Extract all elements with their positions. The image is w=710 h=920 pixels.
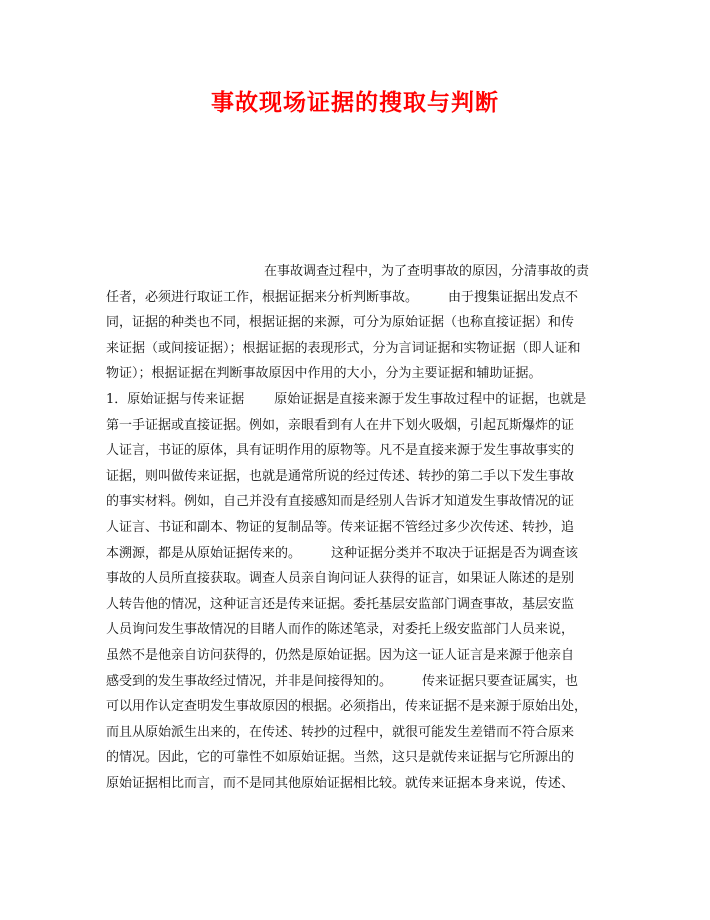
- text-line-8: 人证言，书证的原体，具有证明作用的原物等。凡不是直接来源于发生事故事实的: [106, 443, 575, 459]
- text-line-6: 1．原始证据与传来证据 原始证据是直接来源于发生事故过程中的证据，也就是: [106, 391, 587, 407]
- text-line-4: 来证据（或间接证据）；根据证据的表现形式，分为言词证据和实物证据（即人证和: [106, 340, 581, 356]
- text-line-7: 第一手证据或直接证据。例如，亲眼看到有人在井下划火吸烟，引起瓦斯爆炸的证: [106, 417, 575, 433]
- text-line-12: 本溯源，都是从原始证据传来的。 这种证据分类并不取决于证据是否为调查该: [106, 545, 579, 561]
- text-line-20: 的情况。因此，它的可靠性不如原始证据。当然，这只是就传来证据与它所源出的: [106, 750, 575, 766]
- text-line-16: 虽然不是他亲自访问获得的，仍然是原始证据。因为这一证人证言是来源于他亲自: [106, 647, 575, 663]
- document-body: [106, 259, 612, 796]
- text-line-13: 事故的人员所直接获取。调查人员亲自询问证人获得的证言，如果证人陈述的是别: [106, 571, 575, 587]
- document-title: 事故现场证据的搜取与判断: [211, 89, 499, 116]
- section-heading: 1．原始证据与传来证据: [106, 391, 245, 407]
- text-line-10: 的事实材料。例如，自己并没有直接感知而是经别人告诉才知道发生事故情况的证: [106, 494, 575, 510]
- text-line-18: 可以用作认定查明发生事故原因的根据。必须指出，传来证据不是来源于原始出处，: [106, 699, 588, 715]
- text-line-19: 而且从原始派生出来的，在传述、转抄的过程中，就很可能发生差错而不符合原来: [106, 724, 575, 740]
- text-line-2: 任者，必须进行取证工作，根据证据来分析判断事故。 由于搜集证据出发点不: [106, 289, 579, 305]
- text-line-17: 感受到的发生事故经过情况，并非是间接得知的。 传来证据只要查证属实，也: [106, 673, 579, 689]
- text-line-3: 同，证据的种类也不同，根据证据的来源，可分为原始证据（也称直接证据）和传: [106, 315, 575, 331]
- text-line-9: 证据，则叫做传来证据，也就是通常所说的经过传述、转抄的第二手以下发生事故: [106, 468, 575, 484]
- text-line-14: 人转告他的情况，这种证言还是传来证据。委托基层安监部门调查事故，基层安监: [106, 596, 575, 612]
- text-line-21: 原始证据相比而言，而不是同其他原始证据相比较。就传来证据本身来说，传述、: [106, 775, 575, 791]
- text-line-5: 物证）；根据证据在判断事故原因中作用的大小，分为主要证据和辅助证据。: [106, 366, 542, 382]
- text-line-15: 人员询问发生事故情况的目睹人而作的陈述笔录，对委托上级安监部门人员来说，: [106, 622, 575, 638]
- text-line-11: 人证言、书证和副本、物证的复制品等。传来证据不管经过多少次传述、转抄，追: [106, 519, 575, 535]
- text-line-1: 在事故调查过程中，为了查明事故的原因，分清事故的责: [264, 264, 590, 279]
